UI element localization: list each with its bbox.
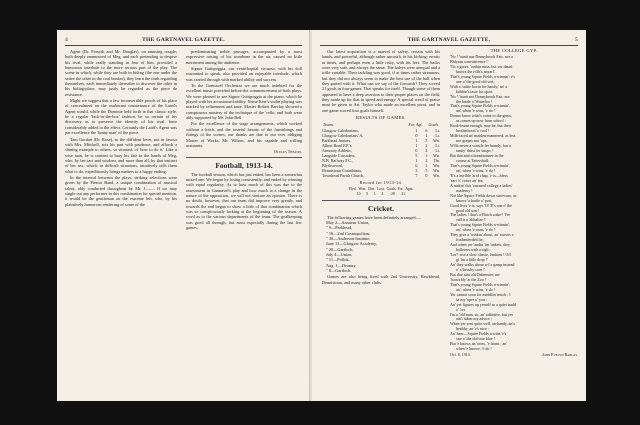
running-title: THE GARTNAVEL GAZETTE.: [142, 37, 225, 43]
page-number: 5: [574, 37, 578, 43]
signature: Oculus Theatri.: [273, 149, 302, 155]
fixture-item: " 20—Gartloch,: [326, 246, 354, 252]
poem-line: An' yer figures up yerself as a quiet tradd: [450, 301, 517, 307]
results-table: [322, 121, 440, 178]
poem-line: academy !: [456, 187, 473, 193]
poem-line: Wi'th never a waistle fer brandy, but a: [450, 143, 511, 149]
team-name: Blythswood,: [322, 163, 343, 169]
result: Wn.: [433, 153, 440, 159]
goals-against: 2: [425, 148, 428, 154]
record-labels: Plyd. Won. Drn. Lost. Goals: For. Agst.: [348, 186, 414, 191]
fixture-item: " 30—Anderson Institute,: [326, 235, 371, 241]
team-name: Armoury Athletic,: [322, 148, 353, 154]
result: Wn.: [433, 138, 440, 144]
poem-line: sa my 'opre o' you :: [456, 296, 488, 302]
poem-line: ain't taken my advice ;: [456, 316, 493, 322]
poem-line: And when yer 'andin 'im 'ankets, they: [450, 242, 511, 248]
result: Lt.: [435, 143, 440, 149]
team-name: Langside Crusaders,: [322, 153, 356, 159]
poem-line: 'Tis a grave, 'oathin miss, but ver daunt: [450, 63, 513, 69]
paragraph: In the interval between the plays, striking selections were given by the Pierrot Band, a unique combination of musical talent, ably conducted throughout by Mr. J——. If we may single out any performer in this combination for special mention, it would be the gentleman on the extreme left, who, by his plaintively humorous rendering of some of the: [65, 174, 177, 207]
poem-line: the battle o' Waterloo !: [456, 98, 493, 104]
right-page: [312, 30, 586, 401]
paragraph: Our latest acquisition is a marvel of safety, certain with his hands, and powerful, although rather uncouth, in his kicking; erratic at times, and perhaps even a little risky, with his feet. The backs were very safe, and always the same. The halves were unequal and a trifle variable. Their tackling was good, if at times rather strenuous, but they did not always seem to make the best use of the ball when they parted with it. What can we say of the forwards? They scored 21 goals in four games. That speaks for itself. Though some of them appeared to have a deep aversion to their proper places on the field, they made up for that in speed and energy. A special word of praise must be given to Art. Taylor who made an excellent pivot, and in one game scored four goals himself.: [322, 49, 440, 113]
goals-for: 1: [415, 158, 418, 164]
poem-line: one o' the old true blue !: [456, 336, 495, 342]
paragraph: Might we suggest that a few inconvertible proofs of his place of concealment on the exuberant countenance of the Laird's Agent would, while the Dominie held forth in that classic style, be a regular 'Jack-in-the-box' fashion, be so certain of his discovery as to preserve the identity of his rival, have considerably added to the effect. Certainly the Laird's Agent was par excellence the 'funny man' of the piece.: [65, 98, 177, 136]
poem-line: one o' the good old sort,: [456, 78, 495, 84]
goals-against: 2: [425, 143, 428, 149]
result: Wn.: [433, 168, 440, 174]
goals-for: 1: [415, 138, 418, 144]
poem-line: 'No ! 'tainit nae Dennybrook Fair, nor a: [450, 53, 513, 59]
poem-line: 'No ! 'tainit not Donnybrook Fair, nor: [450, 93, 510, 99]
poem-line: hollerers with a sigh :: [456, 247, 491, 253]
poem-line: Donno know what's come to the gents,: [450, 113, 512, 119]
paragraph: The football season, which has just ended, has been a somewhat mixed one. We began by losing consistently, and ended by winning with equal regularity. As to how much of this was due to the assessment in Gartnavel's play and how much to a change in the nature of the opposition, we will not venture an opinion. There is no doubt, however, that our team did improve very greatly, and towards the end began to show a little of that combination which was so conspicuously lacking at the beginning of the season. A word as to the various departments of the team. The goalkeeping was good all through, but most especially during the last few games,: [186, 171, 302, 230]
record-values: 10 5 1 4 28 21: [356, 192, 406, 197]
poem-line: brotherhood 'o cool !: [456, 128, 490, 134]
poem-signature: [450, 353, 578, 358]
poem-line: an', when 'e wins, 'e do !: [456, 286, 496, 292]
poem-line: tanity' thirst fer snops !: [456, 148, 493, 154]
poem-line: as comes up now from school :: [456, 118, 506, 124]
poem-line: 'Lor'! wot a slow cheste, Junkins ! Oi'l: [450, 252, 512, 258]
goals-against: 6: [425, 128, 428, 134]
poem-line: That's young Squire Fields a-winnin',: [450, 162, 510, 168]
poem-line: bobbin's taste for sport.: [456, 88, 494, 94]
cricket-intro: The following games have been definitely arranged:—: [327, 214, 422, 220]
poem-title: THE COLLEGE GYP.: [490, 48, 538, 53]
poem-line: 'eart 'o' cotter an' tea,: [450, 177, 484, 183]
poem-line: 'E's a terrible 'arrd chap, 'e is—bless: [450, 172, 508, 178]
poem-line: course at Tattershall,: [456, 157, 490, 163]
poem-line: o' a 'brushy cron !': [456, 266, 486, 272]
cricket-outro: Games are also being fixed with 2nd University, Hawkhead, Dennistoun, and many other clubs.: [322, 274, 440, 285]
goals-for: 3: [415, 168, 418, 174]
right-page-header: [320, 37, 578, 46]
poem-line: an', when 'e wins, 'e do !: [456, 108, 496, 114]
result: Lt.: [435, 128, 440, 134]
poem-line: an', when 'e wins, 'e do !: [456, 167, 496, 173]
goals-for: 0: [415, 148, 418, 154]
goals-for: 1: [415, 143, 418, 149]
poem-line: when 'e knowe, 'e do !: [456, 346, 492, 352]
poem-line: A makin' this 'onoured college a ladies': [450, 182, 513, 188]
goals-against: 0: [425, 173, 428, 179]
col-agst: Agt.: [415, 122, 423, 128]
result: Lt.: [435, 133, 440, 139]
goals-for: 6: [415, 163, 418, 169]
team-name: N.B. Railway F.C.,: [322, 158, 354, 164]
poem-line: That's young Squire Fields a-winnin',: [450, 103, 510, 109]
poem-line: Bhlyran convulscence !': [450, 58, 489, 64]
fixture-item: " 8—Gartloch.: [326, 267, 352, 273]
fixture-item: July 4—Union,: [326, 251, 353, 257]
poem-line: good old sort !: [456, 207, 480, 213]
goals-against: 1: [425, 133, 428, 139]
paragraph: To the Gartnavel Orchestra we are much indebted for the excellent music provided before the commencement of both plays. We were pleased to see Signor Guttipoggia at the piano, which he played with his accustomed ability. Nurse Kerr's violin playing was marked by refinement and taste. Master Robert Barclay showed a conspicuous mastery of the technique of the 'cello, and both were ably supported by Mr. John Bell.: [186, 83, 303, 121]
paragraph: Tam Gordon (Dr. Rose), as the diffident lover, not in favour with Mrs. Mitchell, acts his part with prudence, and affords a shining example to others, so situated, of 'how to do it.' Like a wise man, he is content to bury his fate in the hands of Meg, who, by her tact and wisdom, and more than all, by that instinct of her sex, which, in difficult situations, intuitively tells them what to do, expeditiously brings matters to a happy ending.: [65, 136, 177, 174]
poem-line: knows the rolls's anyarl',: [456, 68, 496, 74]
left-column-1: [65, 49, 177, 208]
poem-line: With a 'saftie bavin for handy,' an' a: [450, 83, 508, 89]
team-name: Glasgow Caledonians' A,: [322, 133, 364, 139]
poem-line: fruthenlerded lie,: [456, 237, 484, 243]
fixture-item: Aug. 1—Drumry,: [326, 262, 357, 268]
right-column-1: [322, 49, 440, 285]
poem-line: The ladies ! that's a Hutch wake ! Yer: [450, 212, 510, 218]
team-name: Albert Road F.P.'s,: [322, 143, 353, 149]
right-column-2: [450, 49, 578, 358]
poem-line: An' hear—Squire Fields a-wins 'e's: [450, 331, 507, 337]
team-name: Glasgow Caledonians,: [322, 128, 359, 134]
poem-line: They give a 'winkin' about, an' swears a: [450, 232, 514, 238]
poem-author: John Evelyn Barlas.: [542, 352, 578, 358]
poem-line: That's young Squire Fields a-winnin',: [450, 222, 510, 228]
page-number: 4: [65, 37, 69, 43]
goals-for: 1: [415, 128, 418, 134]
poem-line: nor grapes nor 'ops,: [456, 138, 488, 144]
left-column-2: [186, 49, 302, 231]
goals-for: 0: [415, 133, 418, 139]
poem-line: But that aint old Dabenster, me: [450, 271, 500, 277]
poem-line: healthy, an 'e's nice :: [456, 326, 489, 332]
poem-date: Oct. 8, 1913.: [450, 352, 471, 358]
poem-line: gi 'im a little drop !': [456, 257, 488, 263]
poem-line: I'm a 'old man, sir, an' talkative, but yer: [450, 311, 513, 317]
goals-against: 5: [425, 168, 428, 174]
paragraph: Signor Guttipoggia, our ventriloquial virtuoso, with his doll warranted to speak, also provided an enjoyable interlude, which was carried through with marked ability and success.: [186, 66, 302, 82]
fixture-item: June 13—Glasgow Academy,: [326, 241, 377, 247]
col-for: For.: [408, 122, 415, 128]
team-name: Parkhead Juniors,: [322, 138, 352, 144]
col-goals-label: Goals.: [428, 122, 439, 128]
col-team: Teams.: [323, 122, 335, 128]
table-row: [322, 173, 440, 178]
left-page-header: [65, 37, 302, 46]
poem-line: an', when 'e wins, 'e do !: [456, 227, 496, 233]
goals-against: 1: [425, 153, 428, 159]
poem-line: That's young Squire Fields a-winnin',: [450, 281, 510, 287]
fixture-item: " 9—Parkhead,: [326, 225, 353, 231]
goals-against: 5: [425, 138, 428, 144]
football-heading: Football, 1913-14.: [215, 160, 273, 170]
result: Dn.: [433, 158, 440, 164]
running-title: THE GARTNAVEL GAZETTE.: [407, 37, 491, 43]
paragraph: Agent (Dr. Forsyth and Mr. Douglas), on amusing couple; both deeply enamoured of Meg, and each pretending to despise his rival, while really standing in fear of him, provided a humorous interlude to the more serious part of the play. The scene in which, while they are both in hiding (the one under the settee the other in the coal bunker), they learn the truth regarding themselves, each immediately thereafter to discover the other in his hiding-place, may justly be regarded as the piece de resistance.: [65, 49, 177, 97]
paragraph: predominating treble passages, accompanied by a most expressive raising of his trombone in the air, caused no little merriment among the audience.: [186, 49, 302, 65]
poem-line: o' 'ori.: [456, 306, 466, 312]
poem-line: Milk-faced an' maiden-mannered, as less: [450, 133, 516, 139]
team-name: Dennistoun Corinthians,: [322, 168, 363, 174]
record-heading: Record for 1913-14.: [359, 180, 403, 186]
poem-line: call it a 'alibalize !': [456, 217, 487, 223]
result: Wn.: [433, 173, 440, 179]
poem-line: 'horrorbly' at the Zoo !: [450, 276, 487, 282]
poem-line: Yer cannot soon for meddlin' much ; I: [450, 291, 511, 297]
col-goals: [407, 121, 427, 128]
left-page: [57, 30, 310, 401]
fixture-item: " 11—Pollok,: [326, 257, 350, 263]
team-name: Townhead Parish Church,: [322, 173, 365, 179]
poem-line: Not like Squire Fields down stair-case, as: [450, 192, 517, 198]
fixture-item: May 2—Amateur Union,: [326, 219, 370, 225]
goals-against: 1: [425, 163, 428, 169]
poem-line: Good liver 'e is, says 'O! 'E's one o' the: [450, 202, 513, 208]
poem-line: Book-learnt enough, may be, but their: [450, 123, 511, 129]
fixture-item: " 16—2nd Cosmopolitan,: [326, 230, 371, 236]
results-heading: RESULTS OF GAMES.: [356, 115, 406, 121]
poem-line: But that aint a breadwinner in the: [450, 153, 504, 159]
poem-line: knows 'a bottle o' port,: [456, 197, 493, 203]
poem-line: But 'e knows an 'ortes, 'e fromt ; an': [450, 341, 507, 347]
poem-line: An' they walks about wi' a gamp instead: [450, 261, 515, 267]
goals-for: 5: [415, 153, 418, 159]
cricket-heading: Cricket.: [367, 203, 395, 213]
goals-for: 7: [415, 173, 418, 179]
result: Wn.: [433, 163, 440, 169]
paragraph: For the excellence of the stage arrangements, which worked without a hitch, and the tasteful beauty of the furnishings and fittings of the scenes, our thanks are due to our ever obliging Master of Works, Mr. Wilson, and his capable and willing assistants.: [186, 121, 302, 148]
result: Lt.: [435, 148, 440, 154]
poem-line: When yer sent quite well, an-handy, an'a: [450, 321, 515, 327]
goals-against: 1: [425, 158, 428, 164]
poem-line: That's young Squire Fields a-winnin'; e's: [450, 73, 515, 79]
